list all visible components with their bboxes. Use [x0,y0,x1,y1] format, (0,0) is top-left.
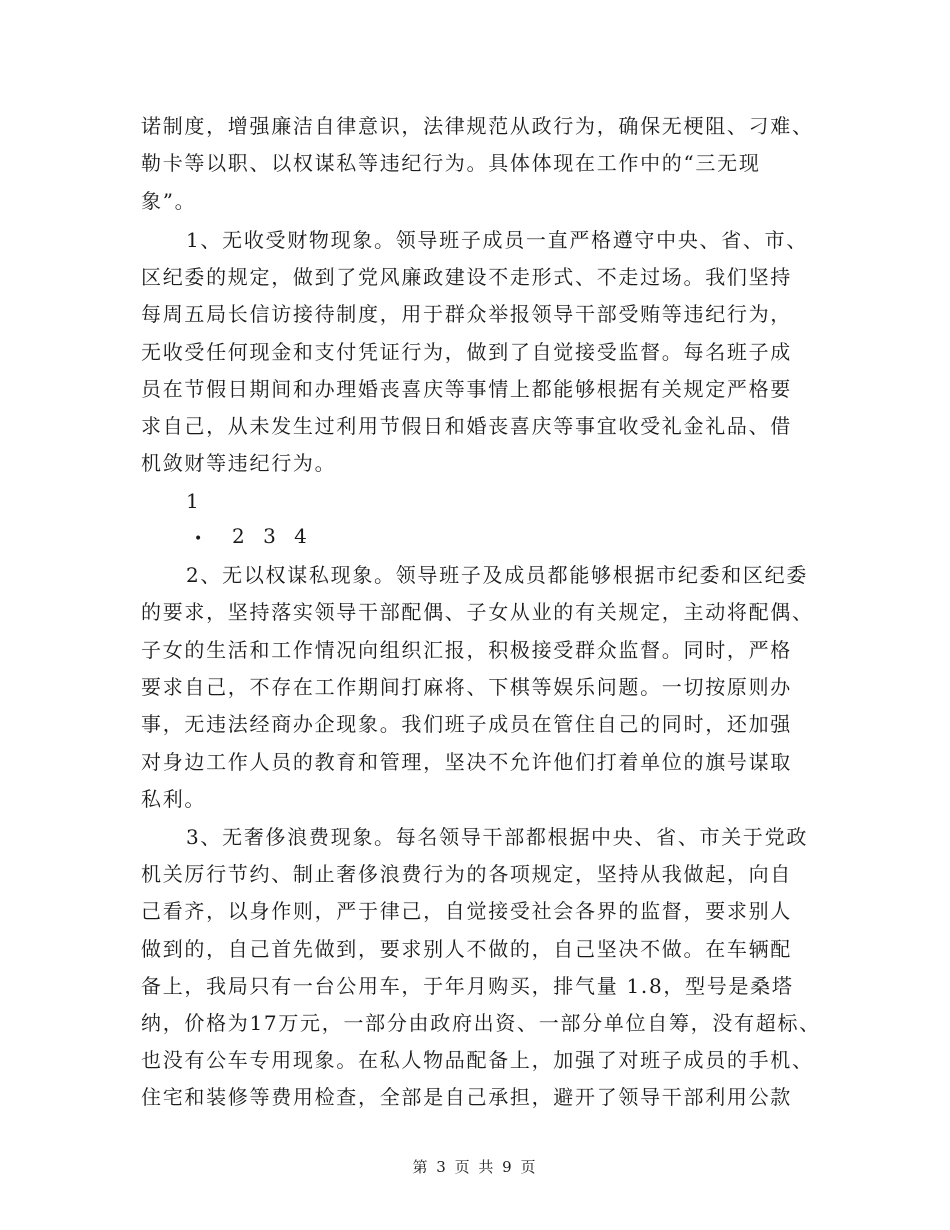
text-line: 住宅和装修等费用检查，全部是自己承担，避开了领导干部利用公款 [141,1085,792,1109]
text-line: 每周五局长信访接待制度，用于群众举报领导干部受贿等违纪行为， [141,302,792,326]
text-line: 备上，我局只有一台公用车，于年月购买，排气量 1.8，型号是桑塔 [141,974,794,998]
text-line: 勒卡等以职、以权谋私等违纪行为。具体体现在工作中的“三无现 [141,151,761,175]
text-line: 做到的，自己首先做到，要求别人不做的，自己坚决不做。在车辆配 [141,937,792,961]
page-number-marker: 1 [186,489,199,513]
text-line: 机敛财等违纪行为。 [141,451,337,475]
text-line: 象”。 [141,189,197,213]
text-line: 子女的生活和工作情况向组织汇报，积极接受群众监督。同时，严格 [141,638,792,662]
text-line: 区纪委的规定，做到了党风廉政建设不走形式、不走过场。我们坚持 [141,265,792,289]
paragraph-1-start: 1、无收受财物现象。领导班子成员一直严格遵守中央、省、市、 [186,228,809,252]
text-line: 己看齐，以身作则，严于律己，自觉接受社会各界的监督，要求别人 [141,899,792,923]
text-line: 的要求，坚持落实领导干部配偶、子女从业的有关规定，主动将配偶、 [141,600,814,624]
text-line: 求自己，从未发生过利用节假日和婚丧喜庆等事宜收受礼金礼品、借 [141,414,792,438]
text-line: 机关厉行节约、制止奢侈浪费行为的各项规定，坚持从我做起，向自 [141,862,792,886]
bullet-icon: • [194,531,203,547]
text-line: 要求自己，不存在工作期间打麻将、下棋等娱乐问题。一切按原则办 [141,675,792,699]
text-line: 私利。 [141,787,207,811]
paragraph-2-start: 2、无以权谋私现象。领导班子及成员都能够根据市纪委和区纪委 [186,563,809,587]
text-line: 员在节假日期间和办理婚丧喜庆等事情上都能够根据有关规定严格要 [141,377,792,401]
paragraph-3-start: 3、无奢侈浪费现象。每名领导干部都根据中央、省、市关于党政 [186,825,809,849]
text-line: 对身边工作人员的教育和管理，坚决不允许他们打着单位的旗号谋取 [141,750,792,774]
text-line: 事，无违法经商办企现象。我们班子成员在管住自己的同时，还加强 [141,712,792,736]
page-footer: 第 3 页 共 9 页 [412,1158,538,1176]
text-line: 纳，价格为17万元，一部分由政府出资、一部分单位自筹，没有超标、 [141,1011,821,1035]
bullet-text: 2 3 4 [232,524,313,548]
bullet-list-item [194,524,313,551]
text-line: 无收受任何现金和支付凭证行为，做到了自觉接受监督。每名班子成 [141,340,792,364]
text-line: 诺制度，增强廉洁自律意识，法律规范从政行为，确保无梗阻、刁难、 [141,114,814,138]
text-line: 也没有公车专用现象。在私人物品配备上，加强了对班子成员的手机、 [141,1048,814,1072]
